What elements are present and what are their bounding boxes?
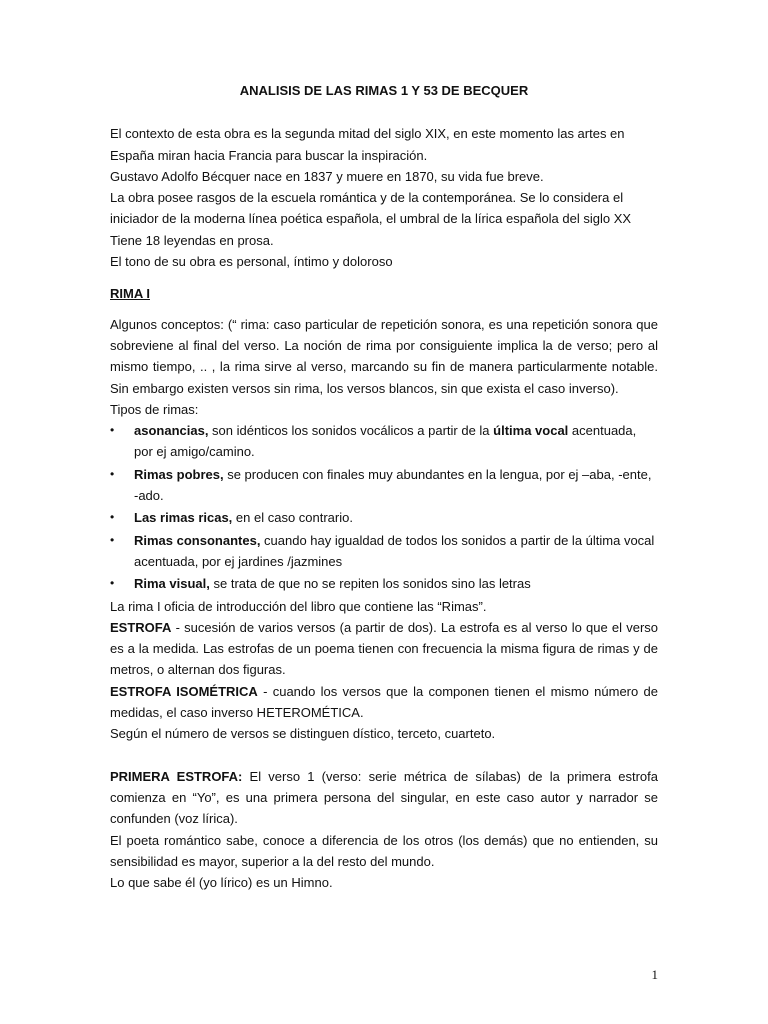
isometrica-text: - cuando los versos que la componen tienen el mismo número de medidas, el caso inverso HETEROMÉTICA.	[110, 683, 658, 721]
tipos-label: Tipos de rimas:	[110, 401, 199, 417]
spacer	[110, 745, 658, 766]
bullet-icon: •	[110, 510, 115, 525]
estrofa-term: ESTROFA	[110, 619, 172, 635]
primera-estrofa-term: PRIMERA ESTROFA:	[110, 768, 243, 784]
isometrica-paragraph	[110, 681, 658, 724]
himno-paragraph: Lo que sabe él (yo lírico) es un Himno.	[110, 875, 333, 891]
intro-paragraph: Tiene 18 leyendas en prosa.	[110, 232, 274, 248]
list-item	[110, 464, 658, 507]
list-item-text: en el caso contrario.	[232, 510, 353, 526]
section-heading-rima-i: RIMA I	[110, 286, 150, 302]
intro-section	[110, 123, 658, 272]
list-item-emphasis: última vocal	[493, 423, 569, 439]
intro-paragraph: Gustavo Adolfo Bécquer nace en 1837 y muere en 1870, su vida fue breve.	[110, 168, 544, 184]
list-item-term: asonancias,	[134, 423, 209, 439]
document-title: ANALISIS DE LAS RIMAS 1 Y 53 DE BECQUER	[239, 83, 529, 98]
segun-paragraph: Según el número de versos se distinguen dístico, terceto, cuarteto.	[110, 726, 496, 742]
list-item-text: se trata de que no se repiten los sonidos sino las letras	[209, 576, 531, 592]
estrofa-paragraph	[110, 617, 658, 681]
rhyme-types-list	[110, 420, 658, 594]
isometrica-term: ESTROFA ISOMÉTRICA	[110, 683, 258, 699]
list-item-text: se producen con finales muy abundantes en la lengua, por ej –aba, -ente, -ado.	[134, 466, 652, 504]
list-item-text: acentuada, por ej amigo/camino.	[134, 423, 637, 460]
bullet-icon: •	[110, 423, 115, 438]
list-item-text: cuando hay igualdad de todos los sonidos a partir de la última vocal acentuada, por ej jardines /jazmines	[134, 532, 655, 569]
poeta-paragraph: El poeta romántico sabe, conoce a diferencia de los otros (los demás) que no entienden, su sensibilidad es mayor, superior a la del resto del mundo.	[110, 832, 658, 869]
intro-paragraph: El tono de su obra es personal, íntimo y doloroso	[110, 254, 393, 270]
list-item	[110, 507, 658, 528]
primera-estrofa-paragraph	[110, 766, 658, 830]
list-item	[110, 530, 658, 573]
page-number: 1	[651, 967, 658, 982]
bullet-icon: •	[110, 466, 115, 481]
intro-paragraph: La obra posee rasgos de la escuela romántica y de la contemporánea. Se lo considera el iniciador de la moderna línea poética española, el umbral de la lírica española del siglo XX	[110, 190, 632, 227]
document-page	[110, 80, 658, 893]
intro-paragraph: El contexto de esta obra es la segunda mitad del siglo XIX, en este momento las artes en España miran hacia Francia para buscar la inspiración.	[110, 126, 625, 163]
estrofa-text: - sucesión de varios versos (a partir de dos). La estrofa es al verso lo que el verso es a la medida. Las estrofas de un poema tienen con frecuencia la misma figura de rimas y de metros, o alternan dos figuras.	[110, 619, 658, 678]
list-item	[110, 420, 658, 463]
list-item	[110, 573, 658, 594]
bullet-icon: •	[110, 576, 115, 591]
list-item-term: Rimas pobres,	[134, 466, 224, 482]
list-item-term: Las rimas ricas,	[134, 510, 233, 526]
list-item-text: son idénticos los sonidos vocálicos a partir de la	[208, 423, 494, 439]
list-item-term: Rima visual,	[134, 576, 210, 592]
bullet-icon: •	[110, 532, 115, 547]
list-item-term: Rimas consonantes,	[134, 532, 261, 548]
primera-estrofa-text: El verso 1 (verso: serie métrica de sílabas) de la primera estrofa comienza en “Yo”, es una primera persona del singular, en este caso autor y narrador se confunden (voz lírica).	[110, 768, 658, 827]
rima-oficia-paragraph: La rima I oficia de introducción del libro que contiene las “Rimas”.	[110, 598, 487, 614]
concepts-paragraph: Algunos conceptos: (“ rima: caso particular de repetición sonora, es una repetición sonora que sobreviene al final del verso. La noción de rima por consiguiente implica la de verso; pero al mismo tiempo, .. , la rima sirve al verso, marcando su fin de manera particularmente notable. Sin embargo existen versos sin rima, los versos blancos, sin que exista el caso inverso).	[110, 316, 658, 396]
